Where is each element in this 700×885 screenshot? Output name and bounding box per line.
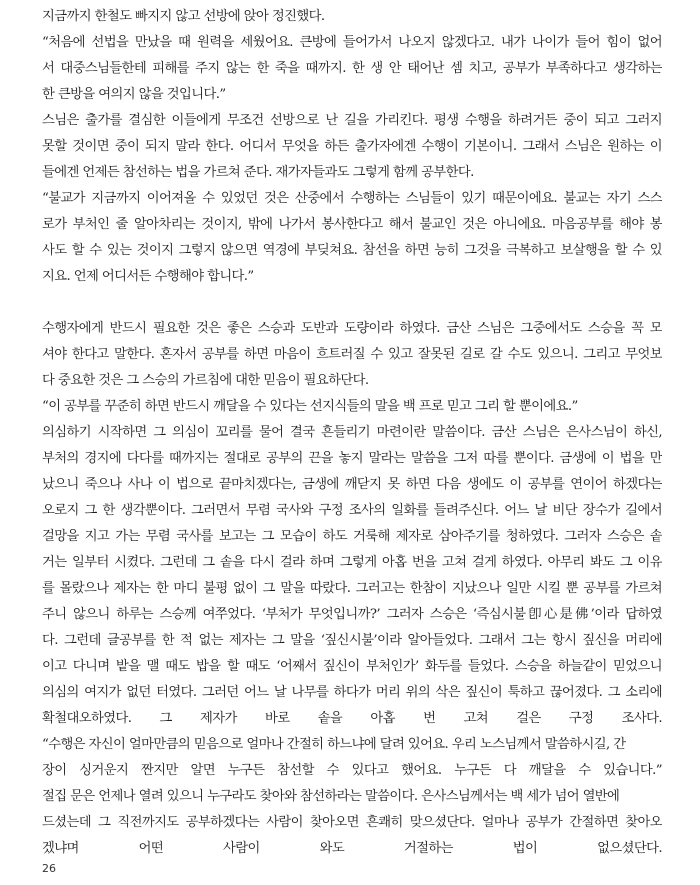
text-line: 주니 않으니 하루는 스승께 여쭈었다. ‘부처가 무엇입니까?’ 그러자 스승은 ‘즉심시불卽心是佛’이라 답하였 [42, 607, 662, 622]
text-line: 수행자에게 반드시 필요한 것은 좋은 스승과 도반과 도량이라 하였다. 금산 스님은 그중에서도 스승을 꼭 모 [42, 321, 662, 336]
text-line: “불교가 지금까지 이어져올 수 있었던 것은 산중에서 수행하는 스님들이 있기 때문이에요. 불교는 자기 스스 [42, 191, 662, 206]
text-line: 지요. 언제 어디서든 수행해야 합니다.” [42, 269, 254, 284]
text-line: 를 몰랐으나 제자는 한 마디 불평 없이 그 말을 따랐다. 그러고는 한참이 지났으나 일만 시킬 뿐 공부를 가르쳐 [42, 581, 662, 596]
text-line: 한 큰방을 여의지 않을 것입니다.” [42, 87, 226, 102]
text-line: 서 대중스님들한테 피해를 주지 않는 한 죽을 때까지. 한 생 안 태어난 셈 치고, 공부가 부족하다고 생각하는 [42, 61, 662, 76]
page-number: 26 [42, 862, 56, 875]
text-line: 확철대오하였다. 그 제자가 바로 솥을 아홉 번 고쳐 걸은 구정 조사다. [42, 711, 662, 726]
text-line: 셔야 한다고 말한다. 혼자서 공부를 하면 마음이 흐트러질 수 있고 잘못된 길로 갈 수도 있으니. 그리고 무엇보 [42, 347, 662, 362]
text-line: “수행은 자신이 얼마만큼의 믿음으로 얼마나 간절히 하느냐에 달려 있어요. 우리 노스님께서 말씀하시길, 간 [42, 737, 626, 752]
text-line: 드셨는데 그 직전까지도 공부하겠다는 사람이 찾아오면 흔쾌히 맞으셨단다. 얼마나 공부가 간절하면 찾아오 [42, 815, 662, 830]
blank-line [42, 290, 662, 316]
text-line: 부처의 경지에 다다를 때까지는 절대로 공부의 끈을 놓지 말라는 말씀을 그저 따를 뿐이다. 금생에 이 법을 만 [42, 451, 662, 466]
text-line: 들에겐 언제든 참선하는 법을 가르쳐 준다. 재가자들과도 그렇게 함께 공부한다. [42, 165, 474, 180]
text-line: “처음에 선법을 만났을 때 원력을 세웠어요. 큰방에 들어가서 나오지 않겠다고. 내가 나이가 들어 힘이 없어 [42, 35, 662, 50]
text-line: 겠냐며 어떤 사람이 와도 거절하는 법이 없으셨단다. [42, 841, 662, 856]
text-line: 스님은 출가를 결심한 이들에게 무조건 선방으로 난 길을 가리킨다. 평생 수행을 하려거든 중이 되고 그러지 [42, 113, 662, 128]
text-line: 다 중요한 것은 그 스승의 가르침에 대한 믿음이 필요하단다. [42, 373, 369, 388]
text-line: 거는 일부터 시켰다. 그런데 그 솥을 다시 걸라 하며 그렇게 아홉 번을 고쳐 걸게 하였다. 아무리 봐도 그 이유 [42, 555, 662, 570]
text-line: 걸망을 지고 가는 무렴 국사를 보고는 그 모습이 하도 거룩해 제자로 삼아주기를 청하였다. 그러자 스승은 솥 [42, 529, 662, 544]
text-line: 지금까지 한철도 빠지지 않고 선방에 앉아 정진했다. [42, 9, 325, 24]
text-line: 못할 것이면 중이 되지 말라 한다. 어디서 무엇을 하든 출가자에겐 수행이 기본이니. 그래서 스님은 원하는 이 [42, 139, 662, 154]
text-line: 의심하기 시작하면 그 의심이 꼬리를 물어 결국 흔들리기 마련이란 말씀이다. 금산 스님은 은사스님이 하신, [42, 425, 662, 440]
text-line: 이고 다니며 밭을 맬 때도 밥을 할 때도 ‘어째서 짚신이 부처인가’ 화두를 들었다. 스승을 하늘같이 믿었으니 [42, 659, 662, 674]
text-line: 장이 싱거운지 짠지만 알면 누구든 참선할 수 있다고 했어요. 누구든 다 깨달을 수 있습니다.” [42, 763, 662, 778]
text-line: 오로지 그 한 생각뿐이다. 그러면서 무렴 국사와 구정 조사의 일화를 들려주신다. 어느 날 비단 장수가 길에서 [42, 503, 662, 518]
text-line: 로가 부처인 줄 알아차리는 것이지, 밖에 나가서 봉사한다고 해서 불교인 것은 아니에요. 마음공부를 해야 봉 [42, 217, 662, 232]
text-line: 다. 그런데 글공부를 한 적 없는 제자는 그 말을 ‘짚신시불’이라 알아들었다. 그래서 그는 항시 짚신을 머리에 [42, 633, 662, 648]
text-line: 의심의 여지가 없던 터였다. 그러던 어느 날 나무를 하다가 머리 위의 삭은 짚신이 툭하고 끊어졌다. 그 소리에 [42, 685, 662, 700]
text-line: “이 공부를 꾸준히 하면 반드시 깨달을 수 있다는 선지식들의 말을 백 프로 믿고 그리 할 뿐이에요.” [42, 399, 578, 414]
text-line: 절집 문은 언제나 열려 있으니 누구라도 찾아와 참선하라는 말씀이다. 은사스님께서는 백 세가 넘어 열반에 [42, 789, 620, 804]
text-line: 사도 할 수 있는 것이지 그렇지 않으면 역경에 부딪쳐요. 참선을 하면 능히 그것을 극복하고 보살행을 할 수 있 [42, 243, 662, 258]
text-line: 났으니 죽으나 사나 이 법으로 끝마치겠다는, 금생에 깨닫지 못 하면 다음 생에도 이 공부를 연이어 하겠다는 [42, 477, 662, 492]
